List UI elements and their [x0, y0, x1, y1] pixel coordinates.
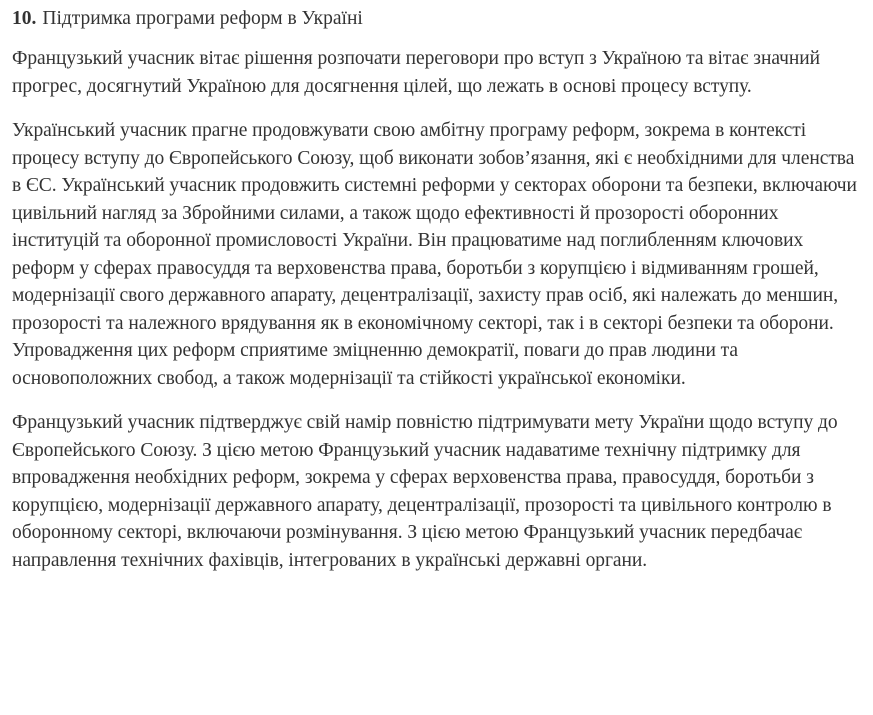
section-number: 10.: [12, 8, 37, 29]
paragraph-french-welcome: Французький учасник вітає рішення розпочати переговори про вступ з Україною та вітає значний прогрес, досягнутий Україною для досягнення цілей, що лежать в основі процесу вступу.: [12, 48, 821, 97]
section-heading: [12, 5, 861, 32]
paragraph-ukrainian-reforms: Український учасник прагне продовжувати свою амбітну програму реформ, зокрема в контексті процесу вступу до Європейського Союзу, щоб виконати зобов’язання, які є необхідними для членства в ЄС. Український учасник продовжить системні реформи у секторах оборони та безпеки, включаючи цивільний нагляд за Збройними силами, а також щодо ефективності й прозорості оборонних інституцій та оборонної промисловості України. Він працюватиме над поглибленням ключових реформ у сферах правосуддя та верховенства права, боротьби з корупцією і відмиванням грошей, модернізації свого державного апарату, децентралізації, захисту прав осіб, які належать до меншин, прозорості та належного врядування як в економічному секторі, так і в секторі безпеки та оборони. Упровадження цих реформ сприятиме зміцненню демократії, поваги до прав людини та основоположних свобод, а також модернізації та стійкості української економіки.: [12, 120, 857, 389]
paragraph-french-support: Французький учасник підтверджує свій намір повністю підтримувати мету України щодо вступу до Європейського Союзу. З цією метою Французький учасник надаватиме технічну підтримку для впровадження необхідних реформ, зокрема у сферах верховенства права, правосуддя, боротьби з корупцією, модернізації державного апарату, децентралізації, прозорості та цивільного контролю в оборонному секторі, включаючи розмінування. З цією метою Французький учасник передбачає направлення технічних фахівців, інтегрованих в українські державні органи.: [12, 412, 838, 571]
document-section: [12, 5, 861, 574]
section-title: Підтримка програми реформ в Україні: [42, 8, 363, 29]
